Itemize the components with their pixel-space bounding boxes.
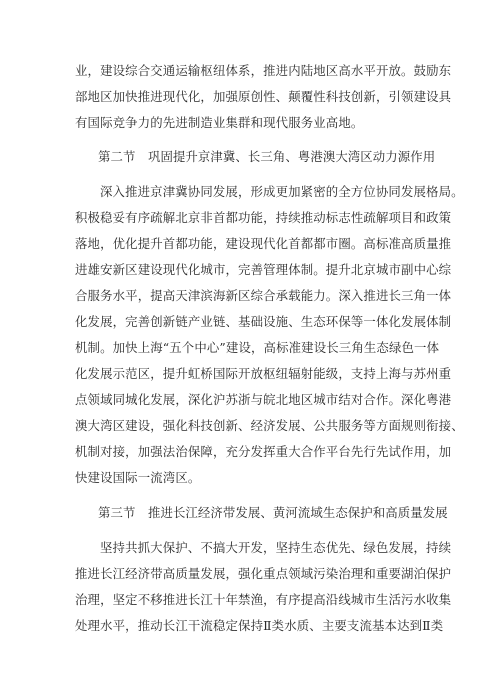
text-line: 坚持共抓大保护、不搞大开发，坚持生态优先、绿色发展，持续 xyxy=(100,540,452,555)
text-line: 机制对接，加强法治保障，充分发挥重大合作平台先行先试作用，加 xyxy=(75,444,452,459)
text-line: 深入推进京津冀协同发展，形成更加紧密的全方位协同发展格局。 xyxy=(100,184,464,199)
text-line: 推进长江经济带高质量发展，强化重点领域污染治理和重要湖泊保护 xyxy=(75,566,452,581)
text-line: 合服务水平，提高天津滨海新区综合承载能力。深入推进长三角一体 xyxy=(75,288,452,303)
text-line: 化发展示范区，提升虹桥国际开放枢纽辐射能级，支持上海与苏州重 xyxy=(75,366,452,381)
text-line: 业，建设综合交通运输枢纽体系，推进内陆地区高水平开放。鼓励东 xyxy=(75,63,452,78)
text-line: 落地，优化提升首都功能，建设现代化首都都市圈。高标准高质量推 xyxy=(75,236,452,251)
text-line: 部地区加快推进现代化，加强原创性、颠覆性科技创新，引领建设具 xyxy=(75,89,452,104)
section-heading-2: 第二节 巩固提升京津冀、长三角、粤港澳大湾区动力源作用 xyxy=(98,149,436,164)
text-line: 快建设国际一流湾区。 xyxy=(75,470,201,485)
text-line: 澳大湾区建设，强化科技创新、经济发展、公共服务等方面规则衔接、 xyxy=(75,418,464,433)
text-line: 积极稳妥有序疏解北京非首都功能，持续推动标志性疏解项目和政策 xyxy=(75,210,452,225)
text-line: 点领域同城化发展，深化沪苏浙与皖北地区城市结对合作。深化粤港 xyxy=(75,392,452,407)
text-line: 处理水平，推动长江干流稳定保持Ⅱ类水质、主要支流基本达到Ⅱ类 xyxy=(75,618,444,633)
text-line: 进雄安新区建设现代化城市，完善管理体制。提升北京城市副中心综 xyxy=(75,262,452,277)
text-line: 机制。加快上海“五个中心”建设，高标准建设长三角生态绿色一体 xyxy=(75,340,440,355)
section-heading-3: 第三节 推进长江经济带发展、黄河流域生态保护和高质量发展 xyxy=(98,505,448,520)
text-line: 有国际竞争力的先进制造业集群和现代服务业高地。 xyxy=(75,115,364,130)
text-line: 化发展，完善创新链产业链、基础设施、生态环保等一体化发展体制 xyxy=(75,314,452,329)
text-line: 治理，坚定不移推进长江十年禁渔，有序提高沿线城市生活污水收集 xyxy=(75,592,452,607)
